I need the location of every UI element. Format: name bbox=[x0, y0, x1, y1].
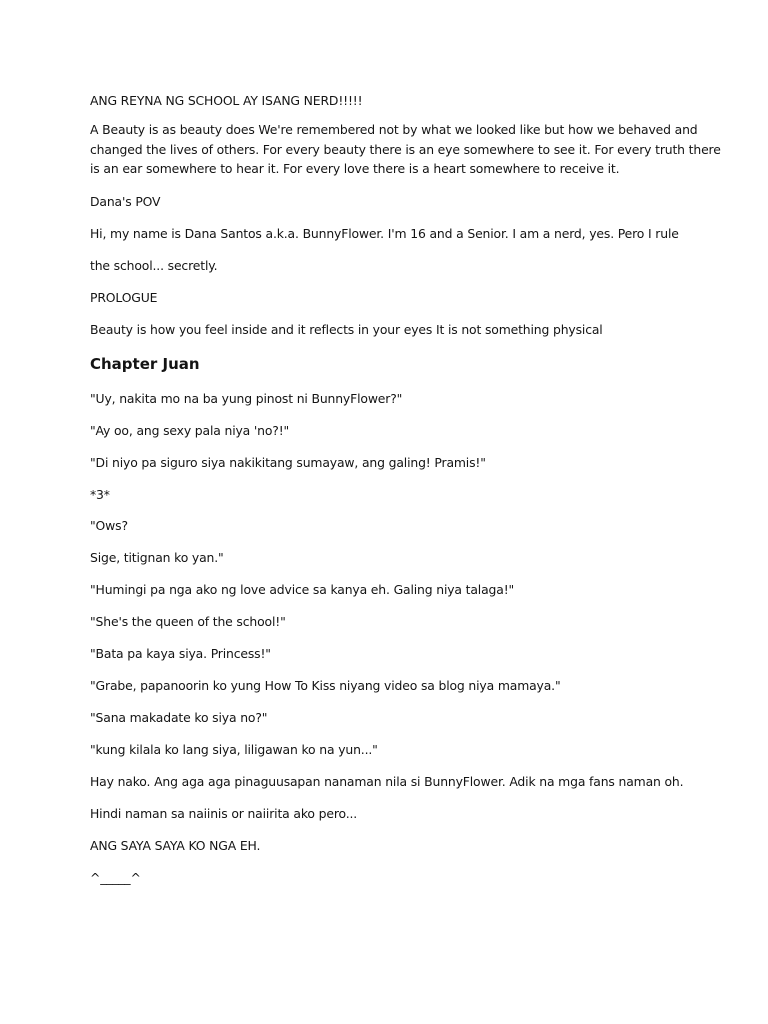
story-line: "Uy, nakita mo na ba yung pinost ni BunnyFlower?" bbox=[90, 391, 403, 406]
epigraph-paragraph bbox=[90, 120, 721, 179]
story-title: ANG REYNA NG SCHOOL AY ISANG NERD!!!!! bbox=[90, 93, 363, 108]
story-line: "Di niyo pa siguro siya nakikitang sumayaw, ang galing! Pramis!" bbox=[90, 455, 486, 470]
story-line: "Grabe, papanoorin ko yung How To Kiss niyang video sa blog niya mamaya." bbox=[90, 678, 561, 693]
prologue-label: PROLOGUE bbox=[90, 290, 158, 305]
chapter-heading: Chapter Juan bbox=[90, 355, 200, 373]
story-line: "Sana makadate ko siya no?" bbox=[90, 710, 268, 725]
intro-line-2: the school... secretly. bbox=[90, 258, 218, 273]
story-line: "kung kilala ko lang siya, liligawan ko na yun..." bbox=[90, 742, 378, 757]
story-line: "She's the queen of the school!" bbox=[90, 614, 286, 629]
epigraph-line: is an ear somewhere to hear it. For every love there is a heart somewhere to receive it. bbox=[90, 161, 620, 176]
prologue-text: Beauty is how you feel inside and it reflects in your eyes It is not something physical bbox=[90, 322, 603, 337]
story-line: "Ows? bbox=[90, 518, 128, 533]
story-line: *3* bbox=[90, 487, 110, 502]
story-line: "Humingi pa nga ako ng love advice sa kanya eh. Galing niya talaga!" bbox=[90, 582, 515, 597]
story-line: ^_____^ bbox=[90, 870, 141, 885]
story-line: Hindi naman sa naiinis or naiirita ako pero... bbox=[90, 806, 358, 821]
pov-label: Dana's POV bbox=[90, 194, 161, 209]
story-line: ANG SAYA SAYA KO NGA EH. bbox=[90, 838, 261, 853]
epigraph-line: changed the lives of others. For every beauty there is an eye somewhere to see it. For every truth there bbox=[90, 141, 721, 157]
intro-line-1: Hi, my name is Dana Santos a.k.a. BunnyFlower. I'm 16 and a Senior. I am a nerd, yes. Pero I rule bbox=[90, 226, 679, 241]
story-line: Sige, titignan ko yan." bbox=[90, 550, 224, 565]
story-line: "Ay oo, ang sexy pala niya 'no?!" bbox=[90, 423, 290, 438]
story-line: "Bata pa kaya siya. Princess!" bbox=[90, 646, 271, 661]
epigraph-line: A Beauty is as beauty does We're remembered not by what we looked like but how we behaved and bbox=[90, 122, 698, 137]
story-line: Hay nako. Ang aga aga pinaguusapan nanaman nila si BunnyFlower. Adik na mga fans naman oh. bbox=[90, 774, 684, 789]
